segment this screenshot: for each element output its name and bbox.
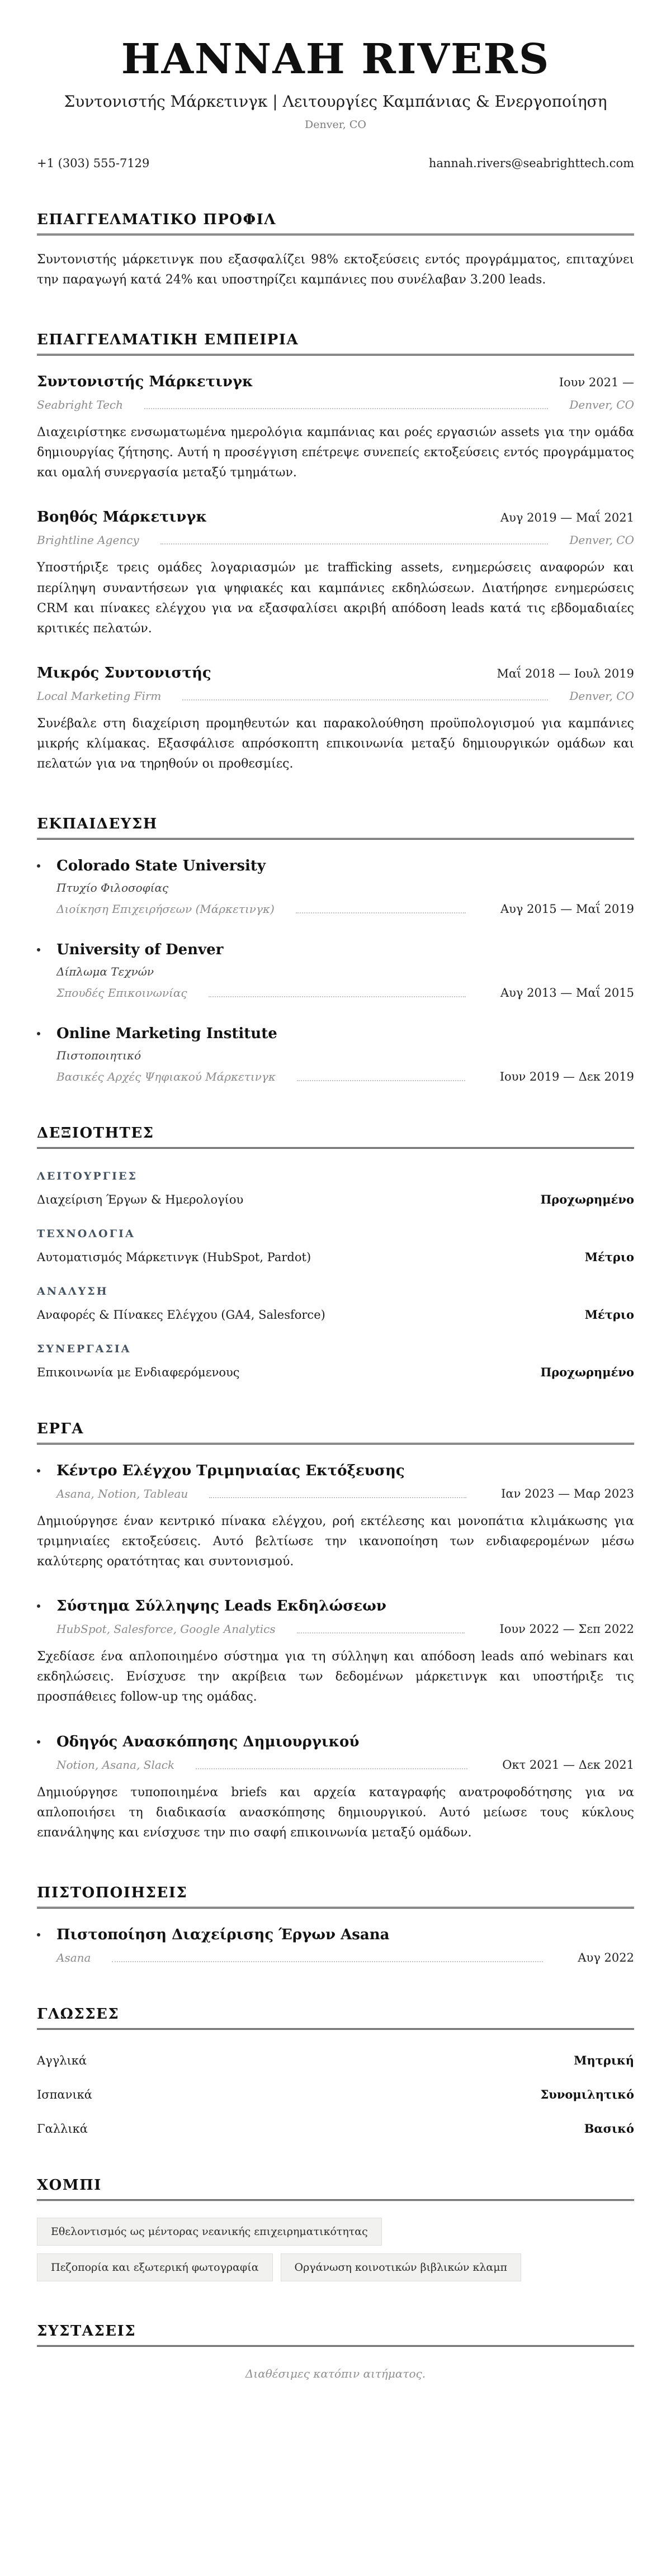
project-name: Οδηγός Ανασκόπησης Δημιουργικού [56,1733,360,1750]
hobby-chip: Εθελοντισμός ως μέντορας νεανικής επιχειρηματικότητας [37,2218,382,2246]
language-level: Μητρική [574,2053,634,2067]
certification-date: Αυγ 2022 [578,1950,634,1964]
job-company: Brightline Agency [37,533,139,547]
candidate-title: Συντονιστής Μάρκετινγκ | Λειτουργίες Καμπάνιας & Ενεργοποίηση [64,92,607,111]
job-company: Seabright Tech [37,398,124,412]
dotted-leader-line [144,408,548,409]
job-entry [37,373,634,483]
bullet-dot [37,1933,40,1936]
skill-group [37,1285,634,1322]
language-level: Βασικό [584,2121,634,2135]
language-name: Αγγλικά [37,2053,87,2067]
job-description: Συνέβαλε στη διαχείριση προμηθευτών και παρακολούθηση προϋπολογισμού για καμπάνιες μικρής κλίμακας. Εξασφάλισε απρόσκοπτη επικοινωνία μεταξύ δημιουργικών ομάδων και πελατών για να τηρηθούν οι προθεσμίες. [37,716,634,771]
email-address: hannah.rivers@seabrighttech.com [428,157,634,171]
project-tools: Notion, Asana, Slack [56,1758,175,1772]
bullet-dot [37,864,40,868]
education-institution: Online Marketing Institute [56,1025,277,1043]
contact-row [37,157,634,170]
education-dates: Αυγ 2013 — Μαΐ 2015 [500,986,634,1000]
bullet-dot [37,1469,40,1472]
hobby-chip: Οργάνωση κοινοτικών βιβλικών κλαμπ [281,2253,522,2281]
section-profile [37,211,634,290]
job-dates: Αυγ 2019 — Μαΐ 2021 [500,511,634,525]
dotted-leader-line [209,996,466,997]
bullet-dot [37,948,40,951]
job-role: Μικρός Συντονιστής [37,664,211,681]
section-projects [37,1420,634,1843]
dotted-leader-line [297,1080,465,1081]
skill-level: Μέτριο [584,1250,634,1265]
skill-level: Προχωρημένο [540,1192,634,1207]
education-degree: Πιστοποιητικό [56,1049,141,1063]
language-row [37,2053,634,2067]
job-description: Διαχειρίστηκε ενσωματωμένα ημερολόγια καμπάνιας και ροές εργασιών assets για την ομάδα δημιουργίας ζήτησης. Αυτή η προσέγγιση επέτρεψε συνεπείς εκτοξεύσεις εντός προγράμματος και ομαλή συνεργασία μεταξύ τμημάτων. [37,425,634,480]
section-skills [37,1125,634,1379]
section-skills-title: ΔΕΞΙΟΤΗΤΕΣ [37,1125,634,1149]
language-row [37,2087,634,2101]
skill-group [37,1343,634,1379]
skill-category: ΛΕΙΤΟΥΡΓΙΕΣ [37,1170,138,1183]
section-references [37,2323,634,2380]
dotted-leader-line [209,1497,466,1498]
job-dates: Μαΐ 2018 — Ιουλ 2019 [497,666,634,680]
section-experience [37,332,634,774]
skill-group [37,1170,634,1206]
skill-group [37,1228,634,1264]
education-field: Βασικές Αρχές Ψηφιακού Μάρκετινγκ [56,1070,276,1084]
skill-category: ΑΝΑΛΥΣΗ [37,1285,108,1298]
job-dates: Ιουν 2021 — [559,376,634,390]
dotted-leader-line [182,699,548,700]
education-entry [37,1025,634,1083]
bullet-dot [37,1032,40,1035]
section-certifications-title: ΠΙΣΤΟΠΟΙΗΣΕΙΣ [37,1884,634,1909]
dotted-leader-line [196,1768,467,1769]
job-role: Βοηθός Μάρκετινγκ [37,509,207,526]
skill-name: Διαχείριση Έργων & Ημερολογίου [37,1193,244,1207]
skill-category: ΤΕΧΝΟΛΟΓΙΑ [37,1228,135,1240]
hobby-chip: Πεζοπορία και εξωτερική φωτογραφία [37,2253,273,2281]
dotted-leader-line [297,1632,465,1633]
language-row [37,2122,634,2135]
certification-issuer: Asana [56,1950,91,1964]
certification-entry [37,1926,634,1964]
job-entry [37,665,634,774]
section-education-title: ΕΚΠΑΙΔΕΥΣΗ [37,816,634,840]
section-projects-title: ΕΡΓΑ [37,1420,634,1445]
profile-summary: Συντονιστής μάρκετινγκ που εξασφαλίζει 98% εκτοξεύσεις εντός προγράμματος, επιταχύνει την παραγωγή κατά 24% και υποστηρίζει καμπάνιες που συνέλαβαν 3.200 leads. [37,253,634,287]
education-entry [37,941,634,1000]
education-field: Διοίκηση Επιχειρήσεων (Μάρκετινγκ) [56,902,275,916]
project-description: Δημιούργησε τυποποιημένα briefs και αρχεία καταγραφής ανατροφοδότησης για να απλοποιήσει τη διαδικασία ανασκόπησης δημιουργικού. Αυτό μείωσε τους κύκλους επανάληψης και ενίσχυσε την πιο σαφή επικοινωνία μεταξύ ομάδων. [37,1785,634,1840]
skill-name: Αναφορές & Πίνακες Ελέγχου (GA4, Salesforce) [37,1308,325,1322]
project-entry [37,1598,634,1707]
project-name: Κέντρο Ελέγχου Τριμηνιαίας Εκτόξευσης [56,1462,405,1480]
dotted-leader-line [112,1961,543,1962]
references-note: Διαθέσιμες κατόπιν αιτήματος. [245,2366,426,2380]
project-dates: Ιουν 2022 — Σεπ 2022 [499,1622,634,1636]
section-references-title: ΣΥΣΤΑΣΕΙΣ [37,2323,634,2347]
project-entry [37,1462,634,1572]
section-profile-title: ΕΠΑΓΓΕΛΜΑΤΙΚΟ ΠΡΟΦΙΛ [37,211,634,235]
job-location: Denver, CO [569,398,634,412]
job-role: Συντονιστής Μάρκετινγκ [37,373,253,391]
certification-name: Πιστοποίηση Διαχείρισης Έργων Asana [56,1926,390,1943]
project-description: Δημιούργησε έναν κεντρικό πίνακα ελέγχου, ροή εκτέλεσης και μονοπάτια κλιμάκωσης για τριμηνιαίες εκτοξεύσεις. Αυτό βελτίωσε την ικανοποίηση των ενδιαφερομένων μέσω καλύτερης ορατότητας και συντονισμού. [37,1514,634,1569]
education-dates: Αυγ 2015 — Μαΐ 2019 [500,902,634,916]
skill-level: Προχωρημένο [540,1365,634,1380]
project-dates: Ιαν 2023 — Μαρ 2023 [501,1487,634,1501]
job-description: Υποστήριξε τρεις ομάδες λογαριασμών με trafficking assets, ενημερώσεις αναφορών και περίληψη συναντήσεων για ψηφιακές και καμπάνιες εκδηλώσεων. Διατήρησε ενημερώσεις CRM και πίνακες ελέγχου για να εξασφαλίσει ακριβή απόδοση leads κατά τις εβδομαδιαίες κριτικές πελατών. [37,561,634,636]
education-degree: Πτυχίο Φιλοσοφίας [56,881,169,895]
education-dates: Ιουν 2019 — Δεκ 2019 [499,1070,634,1084]
education-institution: Colorado State University [56,858,266,875]
job-company: Local Marketing Firm [37,689,162,703]
skill-name: Αυτοματισμός Μάρκετινγκ (HubSpot, Pardot) [37,1251,311,1265]
project-tools: HubSpot, Salesforce, Google Analytics [56,1622,276,1636]
language-level: Συνομιλητικό [540,2087,634,2101]
job-location: Denver, CO [569,533,634,547]
language-name: Γαλλικά [37,2122,88,2135]
project-entry [37,1734,634,1843]
education-institution: University of Denver [56,941,224,959]
skill-category: ΣΥΝΕΡΓΑΣΙΑ [37,1343,131,1356]
project-dates: Οκτ 2021 — Δεκ 2021 [502,1758,634,1772]
dotted-leader-line [160,543,549,544]
phone-number: +1 (303) 555-7129 [37,157,150,171]
section-hobbies [37,2177,634,2281]
section-languages-title: ΓΛΩΣΣΕΣ [37,2006,634,2030]
candidate-name: HANNAH RIVERS [121,35,550,83]
skill-level: Μέτριο [584,1308,634,1322]
bullet-dot [37,1740,40,1744]
bullet-dot [37,1604,40,1608]
section-education [37,816,634,1083]
candidate-location: Denver, CO [305,119,366,131]
project-name: Σύστημα Σύλληψης Leads Εκδηλώσεων [56,1598,386,1615]
skill-name: Επικοινωνία με Ενδιαφερόμενους [37,1366,240,1380]
section-certifications [37,1884,634,1964]
section-experience-title: ΕΠΑΓΓΕΛΜΑΤΙΚΗ ΕΜΠΕΙΡΙΑ [37,332,634,356]
job-entry [37,509,634,638]
dotted-leader-line [296,912,466,913]
education-degree: Δίπλωμα Τεχνών [56,965,154,979]
section-hobbies-title: ΧΟΜΠΙ [37,2177,634,2201]
education-entry [37,858,634,916]
language-name: Ισπανικά [37,2087,92,2101]
section-languages [37,2006,634,2135]
project-description: Σχεδίασε ένα απλοποιημένο σύστημα για τη σύλληψη και απόδοση leads από webinars και εκδηλώσεις. Ενίσχυσε την ακρίβεια των δεδομένων μάρκετινγκ και υποστήριξε τις προσπάθειες follow-up της ομάδας. [37,1650,634,1704]
education-field: Σπουδές Επικοινωνίας [56,986,187,1000]
project-tools: Asana, Notion, Tableau [56,1487,188,1501]
job-location: Denver, CO [569,689,634,703]
resume-header [37,36,634,170]
